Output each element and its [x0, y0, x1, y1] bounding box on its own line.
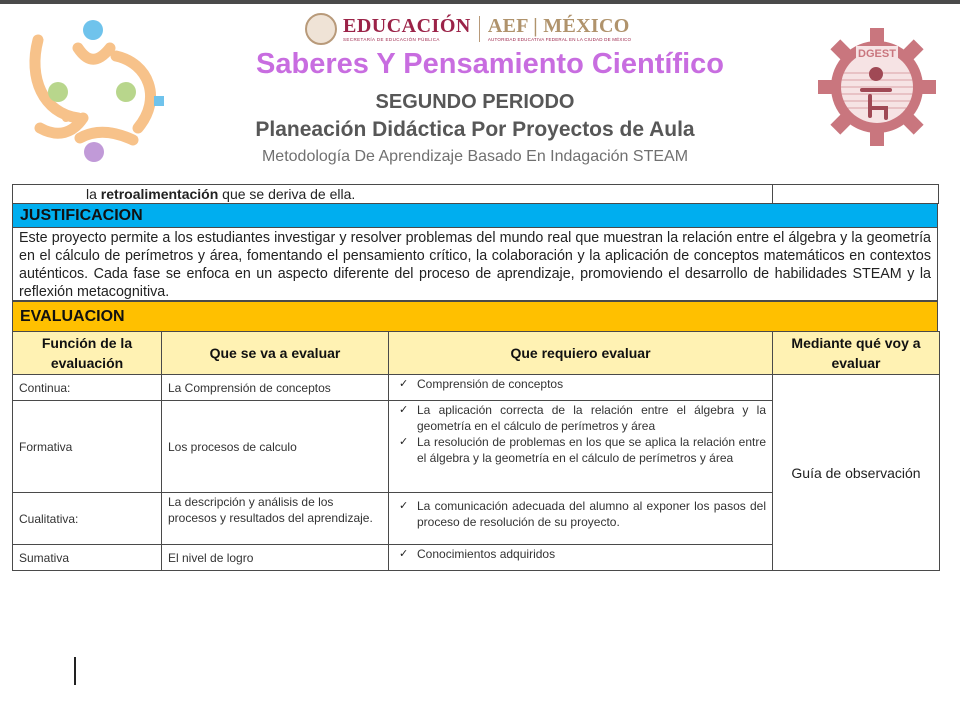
what-cell: El nivel de logro — [162, 545, 389, 571]
education-brand — [343, 16, 471, 43]
text-cursor — [74, 657, 76, 685]
list-item — [395, 546, 766, 562]
function-cell: Cualitativa: — [13, 493, 162, 545]
list-item — [395, 498, 766, 530]
what-cell: Los procesos de calculo — [162, 401, 389, 493]
brand-education: EDUCACIÓN — [343, 14, 471, 37]
column-header: Mediante qué voy a evaluar — [773, 332, 940, 375]
evaluation-heading: EVALUACION — [12, 301, 938, 332]
feedback-blank-cell — [773, 185, 939, 204]
feedback-prefix: la — [86, 186, 101, 202]
page-title: Saberes Y Pensamiento Científico — [256, 48, 724, 80]
checkmark-icon: ✓ — [399, 378, 409, 390]
instrument-cell: Guía de observación — [773, 375, 940, 571]
checkmark-icon: ✓ — [399, 404, 409, 416]
brand-row — [305, 12, 631, 46]
requirement-text: Conocimientos adquiridos — [417, 547, 556, 561]
function-cell: Continua: — [13, 375, 162, 401]
function-cell: Formativa — [13, 401, 162, 493]
feedback-suffix: que se deriva de ella. — [218, 186, 356, 202]
brand-education-sub: SECRETARÍA DE EDUCACIÓN PÚBLICA — [343, 36, 440, 42]
requires-cell — [389, 375, 773, 401]
requirement-text: La resolución de problemas en los que se aplica la relación entre el álgebra y la geometría en el cálculo de perímetros y área — [417, 435, 766, 465]
dgest-gear-logo — [818, 28, 936, 146]
requires-cell — [389, 401, 773, 493]
period-title: SEGUNDO PERIODO — [375, 91, 575, 113]
requirement-text: La aplicación correcta de la relación entre el álgebra y la geometría en el cálculo de perímetros y área — [417, 403, 766, 433]
justification-heading: JUSTIFICACION — [12, 203, 938, 228]
brand-aef-sub: AUTORIDAD EDUCATIVA FEDERAL EN LA CIUDAD DE MÉXICO — [487, 36, 632, 42]
table-header-row — [13, 332, 940, 375]
column-header: Función de la evaluación — [13, 332, 162, 375]
evaluation-table — [12, 331, 940, 571]
list-item — [395, 376, 766, 392]
list-item — [395, 402, 766, 434]
brand-divider — [479, 16, 480, 42]
table-row — [13, 185, 939, 204]
requires-cell — [389, 493, 773, 545]
column-header: Que se va a evaluar — [162, 332, 389, 375]
dgest-label: DGEST — [858, 48, 896, 60]
top-border — [0, 0, 960, 4]
feedback-table — [12, 184, 939, 204]
column-header: Que requiero evaluar — [389, 332, 773, 375]
what-cell: La Comprensión de conceptos — [162, 375, 389, 401]
mexico-seal-icon — [305, 13, 337, 45]
what-cell: La descripción y análisis de los procesos y resultados del aprendizaje. — [162, 493, 389, 545]
methodology-subtitle: Metodología De Aprendizaje Basado En Indagación STEAM — [261, 148, 689, 165]
table-row — [13, 375, 940, 401]
requirement-text: Comprensión de conceptos — [417, 377, 564, 391]
plan-title: Planeación Didáctica Por Proyectos de Aula — [255, 118, 695, 141]
aef-brand — [488, 16, 631, 43]
checkmark-icon: ✓ — [399, 436, 409, 448]
function-cell: Sumativa — [13, 545, 162, 571]
feedback-cell — [13, 185, 773, 204]
people-circle-logo — [18, 18, 168, 166]
justification-text: Este proyecto permite a los estudiantes investigar y resolver problemas del mundo real que muestran la relación entre el álgebra y la geometría en el cálculo de perímetros y área, fomentando el pensamiento crítico, la colaboración y la aplicación de conceptos matemáticos en contextos auténticos. Cada fase se enfoca en un aspecto diferente del proceso de aprendizaje, promoviendo el desarrollo de habilidades STEAM y la reflexión metacognitiva. — [12, 228, 938, 301]
checkmark-icon: ✓ — [399, 548, 409, 560]
brand-aef: AEF | MÉXICO — [487, 14, 630, 37]
requirement-text: La comunicación adecuada del alumno al exponer los pasos del proceso de resolución de su proyecto. — [417, 499, 766, 529]
feedback-bold: retroalimentación — [100, 186, 219, 202]
requires-cell — [389, 545, 773, 571]
list-item — [395, 434, 766, 466]
checkmark-icon: ✓ — [399, 500, 409, 512]
